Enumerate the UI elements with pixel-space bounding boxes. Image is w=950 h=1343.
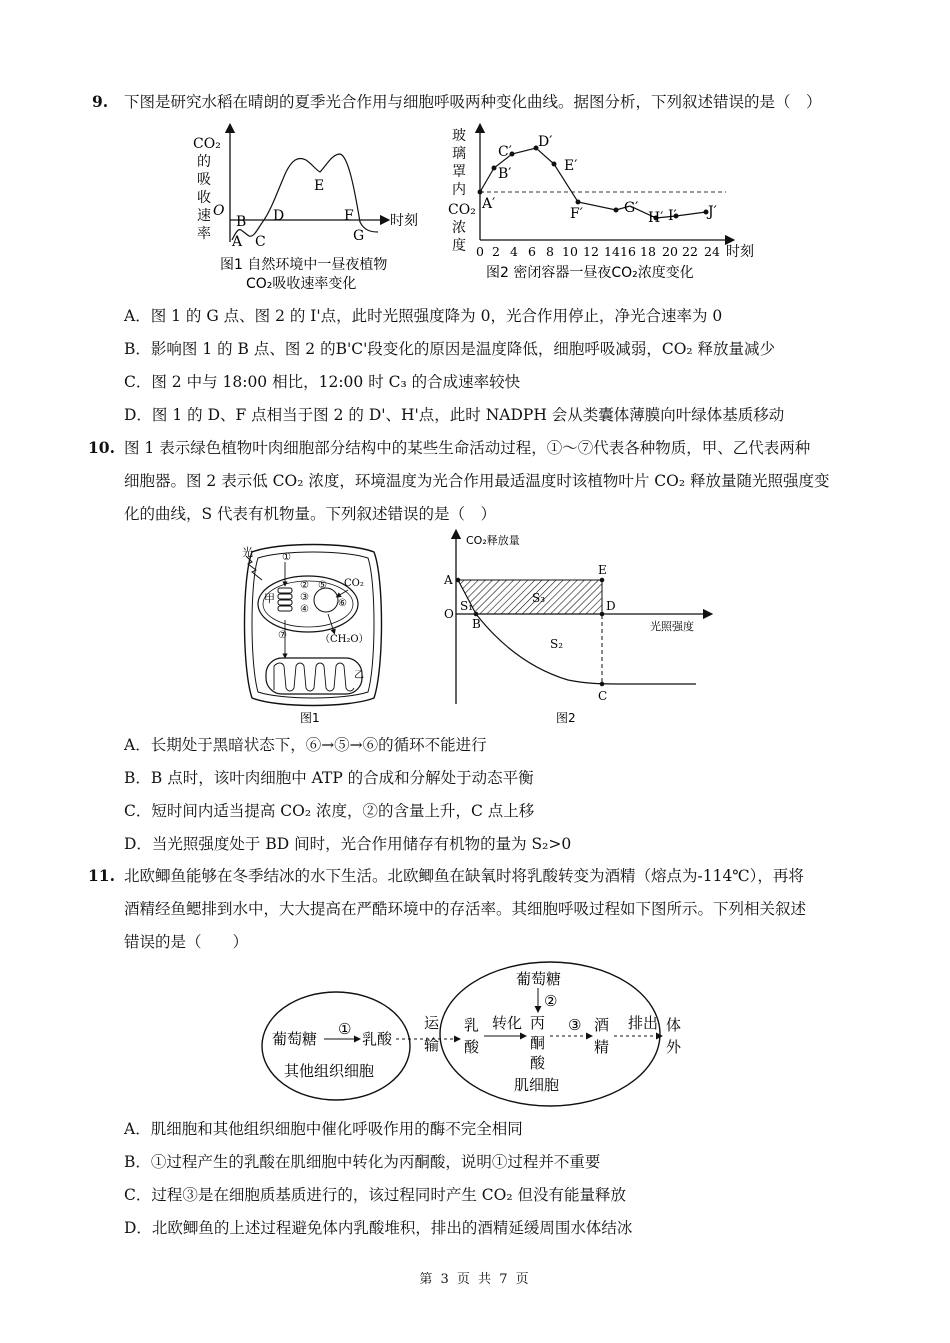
ethanol-2: 精	[594, 1038, 610, 1056]
jia-label: 甲	[264, 592, 275, 605]
fig1-xlabel: 时刻	[390, 213, 418, 229]
mitochondrion-cristae	[274, 663, 354, 691]
lactic-left: 乳酸	[362, 1030, 393, 1048]
fig1-point-d: D	[273, 208, 285, 224]
q10-figure-2-curve	[438, 528, 718, 728]
transport-1: 运	[424, 1014, 440, 1032]
fig2-ylabel-6: 度	[452, 238, 466, 254]
question-11-stem-1: 北欧鲫鱼能够在冬季结冰的水下生活。北欧鲫鱼在缺氧时将乳酸转变为酒精（熔点为-114℃），再将	[124, 867, 804, 885]
lactic-r2: 酸	[464, 1038, 480, 1056]
label-o: O	[444, 607, 454, 621]
fig1-ylabel-5: 率	[197, 226, 211, 242]
step-2: ②	[544, 992, 558, 1010]
fig2-point-j: J′	[708, 204, 717, 220]
convert-label: 转化	[492, 1014, 523, 1032]
num-5: ⑤	[318, 580, 327, 591]
pyruvate-1: 丙	[530, 1014, 546, 1032]
num-1: ①	[282, 552, 291, 563]
fig2-tick: 0	[476, 244, 484, 259]
thylakoid-stack	[278, 588, 292, 611]
fig1-ylabel-2: 吸	[197, 172, 211, 188]
fig1-point-c: C	[255, 234, 266, 250]
fig2-dot-b	[492, 166, 497, 171]
fig2-ylabel-4: CO₂	[448, 202, 476, 218]
fig2-dot-a	[478, 190, 483, 195]
fig2-tick: 2	[492, 244, 500, 259]
xlabel: 光照强度	[650, 620, 694, 633]
other-cells-label: 其他组织细胞	[284, 1062, 375, 1080]
q9-figure-2	[446, 122, 776, 287]
fig2-tick: 22	[682, 244, 698, 259]
step-1: ①	[338, 1020, 352, 1038]
fig2-dot-g	[614, 208, 619, 213]
label-a: A	[444, 573, 453, 587]
fig1-point-f: F	[344, 208, 354, 224]
fig2-tick: 10	[562, 244, 578, 259]
ethanol-1: 酒	[594, 1016, 610, 1034]
fig1-ylabel-0: CO₂	[193, 136, 221, 152]
pyruvate-3: 酸	[530, 1054, 546, 1072]
fig2-tick: 12	[583, 244, 599, 259]
question-10-stem-3: 化的曲线，S 代表有机物量。下列叙述错误的是（ ）	[124, 505, 497, 523]
dot-b	[474, 612, 479, 617]
fig2-point-g: G′	[624, 200, 639, 216]
question-11-number: 11.	[88, 866, 115, 885]
dot-a	[456, 578, 461, 583]
lactic-r1: 乳	[464, 1016, 480, 1034]
muscle-label: 肌细胞	[514, 1076, 560, 1094]
fig2-tick: 16	[620, 244, 636, 259]
fig2-ylabel-5: 浓	[452, 220, 466, 236]
outside-2: 外	[666, 1038, 682, 1056]
step-3: ③	[568, 1016, 582, 1034]
fig1-ylabel-1: 的	[197, 154, 211, 170]
fig2-ticks	[476, 244, 720, 259]
num-6: ⑥	[338, 598, 347, 609]
question-11-stem-3: 错误的是（ ）	[124, 933, 249, 951]
fig1-ylabel-3: 收	[197, 190, 211, 206]
label-s2: S₂	[550, 637, 564, 651]
fig1-caption-2: CO₂吸收速率变化	[246, 276, 357, 292]
fig2-tick: 24	[704, 244, 720, 259]
fig1-caption: 图1	[300, 711, 320, 725]
fig1-caption-1: 图1 自然环境中一昼夜植物	[220, 257, 388, 273]
page-footer: 第 3 页 共 7 页	[419, 1272, 531, 1287]
q10-option-c: C．短时间内适当提高 CO₂ 浓度，②的含量上升，C 点上移	[124, 802, 535, 820]
fig2-tick: 20	[662, 244, 678, 259]
light-label: 光	[242, 546, 253, 559]
fig2-ylabel-0: 玻	[452, 128, 466, 144]
fig2-caption: 图2	[556, 711, 576, 725]
cell-wall	[245, 545, 382, 706]
num-4: ④	[300, 604, 309, 615]
region-s3	[458, 580, 602, 614]
glucose-top: 葡萄糖	[516, 970, 562, 988]
question-11-stem-2: 酒精经鱼鳃排到水中，大大提高在严酷环境中的存活率。其细胞呼吸过程如下图所示。下列相关叙述	[124, 900, 807, 918]
q9-option-a: A．图 1 的 G 点、图 2 的 I'点，此时光照强度降为 0，光合作用停止，净光合速率为 0	[124, 307, 723, 325]
arrow-co2	[338, 590, 348, 596]
q11-option-a: A．肌细胞和其他组织细胞中催化呼吸作用的酶不完全相同	[124, 1120, 523, 1138]
label-e: E	[598, 563, 607, 577]
fig2-xlabel: 时刻	[726, 244, 754, 260]
question-10-stem-2: 细胞器。图 2 表示低 CO₂ 浓度，环境温度为光合作用最适温度时该植物叶片 CO₂ 释放量随光照强度变	[124, 472, 830, 490]
calvin-cycle	[314, 588, 338, 612]
yi-label: 乙	[354, 670, 364, 681]
num-2: ②	[300, 580, 309, 591]
fig2-ylabel-1: 璃	[452, 146, 466, 162]
q10-option-b: B．B 点时，该叶肉细胞中 ATP 的合成和分解处于动态平衡	[124, 769, 534, 787]
num-3: ③	[300, 592, 309, 603]
fig2-ylabel-3: 内	[452, 182, 466, 198]
label-b: B	[472, 617, 481, 631]
fig1-point-e: E	[314, 178, 325, 194]
fig2-point-h: H′	[648, 210, 664, 226]
q10-option-d: D．当光照强度处于 BD 间时，光合作用储存有机物的量为 S₂>0	[124, 835, 572, 853]
fig2-point-d: D′	[538, 134, 553, 150]
fig2-tick: 8	[546, 244, 554, 259]
fig2-point-c: C′	[498, 144, 512, 160]
fig2-dot-e	[552, 162, 557, 167]
fig1-point-b: B	[236, 214, 247, 230]
fig2-point-a: A′	[482, 196, 496, 212]
fig2-point-e: E′	[564, 158, 578, 174]
q9-option-c: C．图 2 中与 18:00 相比，12:00 时 C₃ 的合成速率较快	[124, 373, 521, 391]
co2-label: CO₂	[344, 578, 364, 589]
label-d: D	[606, 599, 616, 613]
fig1-point-g: G	[353, 228, 365, 244]
ch2o-label: （CH₂O）	[320, 634, 369, 645]
fig2-dot-f	[576, 200, 581, 205]
question-10-stem-1: 图 1 表示绿色植物叶肉细胞部分结构中的某些生命活动过程，①～⑦代表各种物质，甲、乙代表两种	[124, 439, 811, 457]
question-9-number: 9.	[92, 92, 109, 111]
q11-option-b: B．①过程产生的乳酸在肌细胞中转化为丙酮酸，说明①过程并不重要	[124, 1153, 601, 1171]
transport-2: 输	[424, 1036, 440, 1054]
label-s1: S₁	[460, 599, 474, 613]
outside-1: 体	[666, 1016, 682, 1034]
glucose-left: 葡萄糖	[272, 1030, 318, 1048]
dot-e	[600, 578, 605, 583]
fig2-tick: 18	[640, 244, 656, 259]
fig2-tick: 4	[510, 244, 518, 259]
fig2-point-f: F′	[570, 206, 583, 222]
q11-option-d: D．北欧鲫鱼的上述过程避免体内乳酸堆积，排出的酒精延缓周围水体结冰	[124, 1219, 633, 1237]
fig1-origin: O	[213, 203, 225, 219]
dot-c	[600, 682, 605, 687]
label-s3: S₃	[532, 591, 546, 605]
fig1-ylabel-4: 速	[197, 208, 211, 224]
fig2-ylabel-2: 罩	[452, 164, 466, 180]
excrete-label: 排出	[628, 1014, 659, 1032]
q9-figure-1	[180, 122, 430, 292]
num-7: ⑦	[278, 630, 287, 641]
fig2-caption: 图2 密闭容器一昼夜CO₂浓度变化	[486, 265, 694, 281]
fig2-point-i: I′	[668, 208, 677, 224]
q9-option-b: B．影响图 1 的 B 点、图 2 的B'C'段变化的原因是温度降低，细胞呼吸减弱，CO₂ 释放量减少	[124, 340, 776, 358]
fig1-point-a: A	[232, 234, 243, 250]
pyruvate-2: 酮	[530, 1034, 546, 1052]
q10-option-a: A．长期处于黑暗状态下，⑥→⑤→⑥的循环不能进行	[124, 736, 487, 754]
question-9-stem: 下图是研究水稻在晴朗的夏季光合作用与细胞呼吸两种变化曲线。据图分析，下列叙述错误的是（ ）	[124, 93, 822, 111]
q11-respiration-diagram	[258, 960, 698, 1108]
fig2-tick: 6	[528, 244, 536, 259]
fig2-point-b: B′	[498, 166, 512, 182]
dot-d	[600, 612, 605, 617]
q11-option-c: C．过程③是在细胞质基质进行的，该过程同时产生 CO₂ 但没有能量释放	[124, 1186, 626, 1204]
fig2-tick: 14	[604, 244, 620, 259]
q9-option-d: D．图 1 的 D、F 点相当于图 2 的 D'、H'点，此时 NADPH 会从类囊体薄膜向叶绿体基质移动	[124, 406, 785, 424]
label-c: C	[598, 689, 608, 703]
ylabel: CO₂释放量	[466, 534, 520, 547]
q10-figure-1-cell	[238, 538, 388, 726]
question-10-number: 10.	[88, 438, 115, 457]
